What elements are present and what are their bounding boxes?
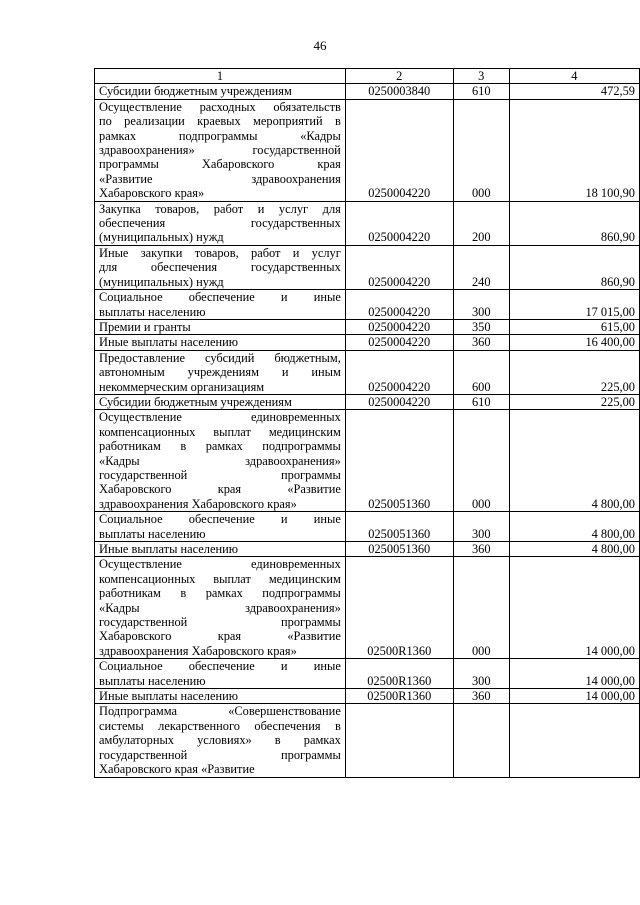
row-name-line: системы лекарственного обеспечения в (99, 718, 341, 733)
row-name-cell (95, 659, 346, 689)
target-code-cell: 0250051360 (345, 410, 453, 512)
target-code-cell: 0250004220 (345, 99, 453, 201)
row-name-line: Иные выплаты населению (99, 542, 238, 556)
amount-cell: 225,00 (509, 394, 639, 409)
amount-cell: 4 800,00 (509, 410, 639, 512)
expense-type-cell: 350 (453, 319, 509, 334)
row-name-line: государственной программы (99, 467, 341, 482)
amount-cell: 225,00 (509, 350, 639, 394)
row-name-line: (муниципальных) нужд (99, 274, 224, 289)
target-code-cell: 0250051360 (345, 542, 453, 557)
row-name-line: Хабаровского края «Развитие (99, 629, 341, 644)
target-code-cell: 0250004220 (345, 350, 453, 394)
amount-cell (509, 704, 639, 777)
row-name-line: Предоставление субсидий бюджетным, (99, 350, 341, 365)
row-name-cell (95, 689, 346, 704)
row-name-line: работникам в рамках подпрограммы (99, 586, 341, 601)
row-name-cell (95, 410, 346, 512)
row-name-line: «Развитие здравоохранения (99, 171, 341, 186)
row-name-line: Премии и гранты (99, 319, 191, 334)
row-name-line: компенсационных выплат медицинским (99, 424, 341, 439)
target-code-cell (345, 704, 453, 777)
row-name-cell (95, 394, 346, 409)
amount-cell: 860,90 (509, 201, 639, 245)
table-row (95, 512, 640, 542)
row-name-cell (95, 201, 346, 245)
table-row (95, 557, 640, 659)
row-name-line: для обеспечения государственных (99, 260, 341, 275)
row-name-line: «Кадры здравоохранения» (99, 453, 341, 468)
row-name-cell (95, 350, 346, 394)
amount-cell: 14 000,00 (509, 557, 639, 659)
row-name-line: Социальное обеспечение и иные (99, 512, 341, 527)
row-name-line: Хабаровского края» (99, 186, 205, 201)
expense-type-cell: 240 (453, 245, 509, 289)
row-name-line: Иные выплаты населению (99, 335, 238, 350)
row-name-line: Субсидии бюджетным учреждениям (99, 84, 292, 99)
row-name-line: Субсидии бюджетным учреждениям (99, 394, 292, 409)
row-name-cell (95, 335, 346, 350)
row-name-line: государственной программы (99, 615, 341, 630)
target-code-cell: 0250004220 (345, 319, 453, 334)
budget-table-body (95, 69, 640, 778)
table-row (95, 394, 640, 409)
table-row (95, 84, 640, 99)
expense-type-cell: 300 (453, 659, 509, 689)
row-name-line: некоммерческим организациям (99, 379, 265, 394)
row-name-cell (95, 319, 346, 334)
target-code-cell: 02500R1360 (345, 557, 453, 659)
table-row (95, 542, 640, 557)
row-name-line: выплаты населению (99, 526, 206, 541)
row-name-line: государственной программы (99, 747, 341, 762)
target-code-cell: 0250004220 (345, 394, 453, 409)
row-name-cell (95, 557, 346, 659)
header-col-4: 4 (509, 69, 639, 84)
row-name-line: здравоохранения Хабаровского края» (99, 643, 297, 658)
row-name-line: «Кадры здравоохранения» (99, 600, 341, 615)
row-name-line: обеспечения государственных (99, 216, 341, 231)
amount-cell: 860,90 (509, 245, 639, 289)
row-name-line: работникам в рамках подпрограммы (99, 439, 341, 454)
table-row (95, 350, 640, 394)
target-code-cell: 0250004220 (345, 201, 453, 245)
row-name-line: амбулаторных условиях» в рамках (99, 733, 341, 748)
target-code-cell: 0250004220 (345, 290, 453, 320)
row-name-line: Осуществление единовременных (99, 410, 341, 425)
amount-cell: 14 000,00 (509, 659, 639, 689)
table-row (95, 99, 640, 201)
table-row (95, 689, 640, 704)
amount-cell: 4 800,00 (509, 542, 639, 557)
row-name-line: Иные закупки товаров, работ и услуг (99, 245, 341, 260)
row-name-cell (95, 542, 346, 557)
table-row (95, 201, 640, 245)
amount-cell: 472,59 (509, 84, 639, 99)
target-code-cell: 02500R1360 (345, 659, 453, 689)
amount-cell: 16 400,00 (509, 335, 639, 350)
row-name-line: Закупка товаров, работ и услуг для (99, 201, 341, 216)
amount-cell: 14 000,00 (509, 689, 639, 704)
header-col-2: 2 (345, 69, 453, 84)
row-name-line: Хабаровского края «Развитие (99, 482, 341, 497)
amount-cell: 615,00 (509, 319, 639, 334)
amount-cell: 4 800,00 (509, 512, 639, 542)
row-name-cell (95, 704, 346, 777)
expense-type-cell: 610 (453, 394, 509, 409)
row-name-cell (95, 84, 346, 99)
row-name-line: компенсационных выплат медицинским (99, 571, 341, 586)
row-name-line: по реализации краевых мероприятий в (99, 114, 341, 129)
row-name-line: рамках подпрограммы «Кадры (99, 128, 341, 143)
amount-cell: 18 100,90 (509, 99, 639, 201)
target-code-cell: 0250051360 (345, 512, 453, 542)
row-name-line: (муниципальных) нужд (99, 230, 224, 245)
table-row (95, 659, 640, 689)
row-name-cell (95, 99, 346, 201)
target-code-cell: 0250003840 (345, 84, 453, 99)
row-name-line: Осуществление расходных обязательств (99, 99, 341, 114)
expense-type-cell: 300 (453, 290, 509, 320)
expense-type-cell: 600 (453, 350, 509, 394)
row-name-line: Иные выплаты населению (99, 689, 238, 704)
expense-type-cell: 000 (453, 557, 509, 659)
row-name-line: Подпрограмма «Совершенствование (99, 704, 341, 719)
row-name-line: Социальное обеспечение и иные (99, 290, 341, 305)
row-name-line: выплаты населению (99, 673, 206, 688)
row-name-line: Социальное обеспечение и иные (99, 659, 341, 674)
expense-type-cell: 360 (453, 335, 509, 350)
expense-type-cell: 300 (453, 512, 509, 542)
expense-type-cell: 610 (453, 84, 509, 99)
table-row (95, 410, 640, 512)
table-row (95, 290, 640, 320)
row-name-line: Хабаровского края «Развитие (99, 762, 255, 777)
row-name-cell (95, 245, 346, 289)
table-row (95, 319, 640, 334)
row-name-line: здравоохранения Хабаровского края» (99, 496, 297, 511)
target-code-cell: 0250004220 (345, 335, 453, 350)
row-name-line: Осуществление единовременных (99, 557, 341, 572)
header-col-3: 3 (453, 69, 509, 84)
header-col-1: 1 (95, 69, 346, 84)
expense-type-cell: 200 (453, 201, 509, 245)
row-name-cell (95, 512, 346, 542)
row-name-line: выплаты населению (99, 304, 206, 319)
row-name-line: программы Хабаровского края (99, 157, 341, 172)
target-code-cell: 0250004220 (345, 245, 453, 289)
budget-table (94, 68, 640, 778)
table-row (95, 704, 640, 777)
expense-type-cell: 000 (453, 99, 509, 201)
target-code-cell: 02500R1360 (345, 689, 453, 704)
table-row (95, 245, 640, 289)
table-header-row (95, 69, 640, 84)
row-name-line: здравоохранения» государственной (99, 143, 341, 158)
page-number: 46 (313, 38, 327, 53)
expense-type-cell (453, 704, 509, 777)
expense-type-cell: 360 (453, 542, 509, 557)
row-name-line: автономным учреждениям и иным (99, 365, 341, 380)
expense-type-cell: 360 (453, 689, 509, 704)
amount-cell: 17 015,00 (509, 290, 639, 320)
row-name-cell (95, 290, 346, 320)
table-row (95, 335, 640, 350)
expense-type-cell: 000 (453, 410, 509, 512)
